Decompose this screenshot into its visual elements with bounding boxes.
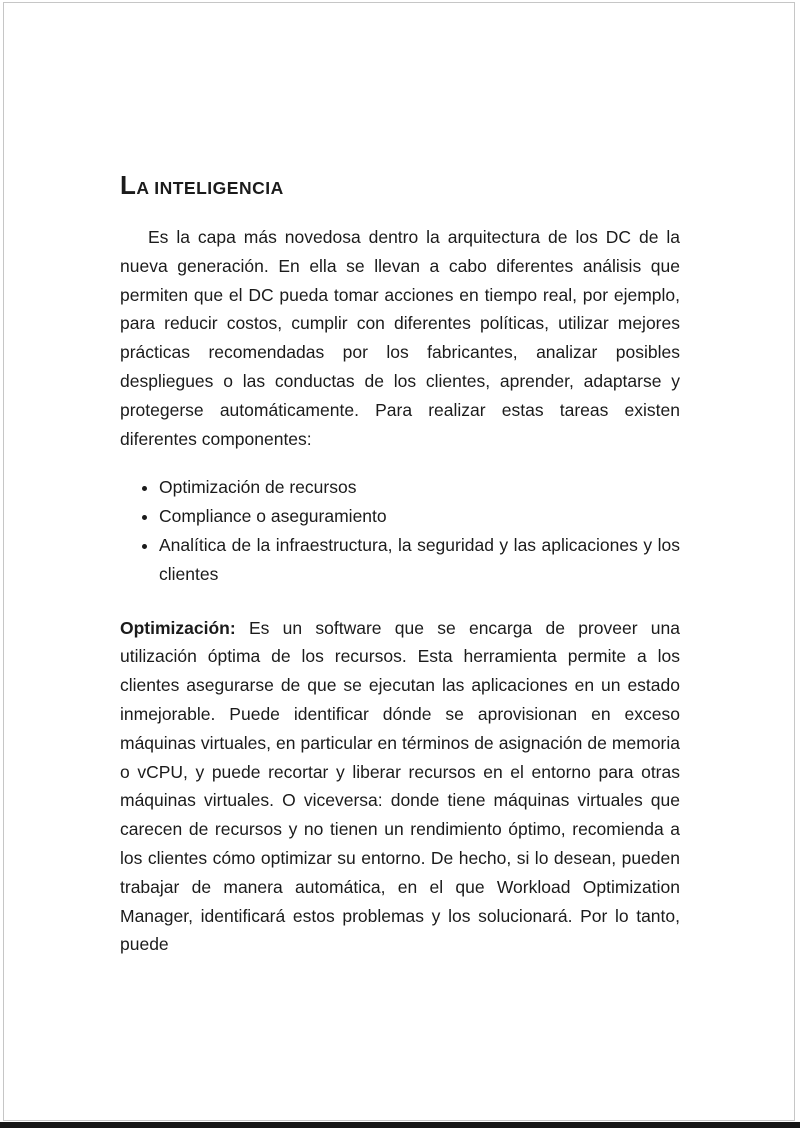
optimization-lead-label: Optimización: <box>120 617 236 638</box>
page-content <box>120 170 680 959</box>
heading-drop-initial: L <box>120 170 137 200</box>
paragraph-optimization <box>120 614 680 960</box>
paragraph-intro: Es la capa más novedosa dentro la arquitectura de los DC de la nueva generación. En ella se llevan a cabo diferentes análisis que permiten que el DC pueda tomar acciones en tiempo real, por ejemplo, para reducir costos, cumplir con diferentes políticas, utilizar mejores prácticas recomendadas por los fabricantes, analizar posibles despliegues o las conductas de los clientes, aprender, adaptarse y protegerse automáticamente. Para realizar estas tareas existen diferentes componentes: <box>120 227 680 449</box>
heading-small-caps: A INTELIGENCIA <box>136 178 284 198</box>
list-item-optimizacion: • Optimización de recursos <box>159 473 680 502</box>
list-item-compliance: • Compliance o aseguramiento <box>159 502 680 531</box>
components-list <box>120 473 680 588</box>
page-bottom-edge <box>0 1122 800 1128</box>
optimization-body-text: Es un software que se encarga de proveer una utilización óptima de los recursos. Esta herramienta permite a los clientes asegurarse de que se ejecutan las aplicaciones en un estado inmejorable. Puede identificar dónde se aprovisionan en exceso máquinas virtuales, en particular en términos de asignación de memoria o vCPU, y puede recortar y liberar recursos en el entorno para otras máquinas virtuales. O viceversa: donde tiene máquinas virtuales que carecen de recursos y no tienen un rendimiento óptimo, recomienda a los clientes cómo optimizar su entorno. De hecho, si lo desean, pueden trabajar de manera automática, en el que Workload Optimization Manager, identificará estos problemas y los solucionará. Por lo tanto, puede <box>120 617 680 955</box>
list-item-analitica: • Analítica de la infraestructura, la seguridad y las aplicaciones y los clientes <box>159 531 680 589</box>
section-heading <box>120 170 680 201</box>
